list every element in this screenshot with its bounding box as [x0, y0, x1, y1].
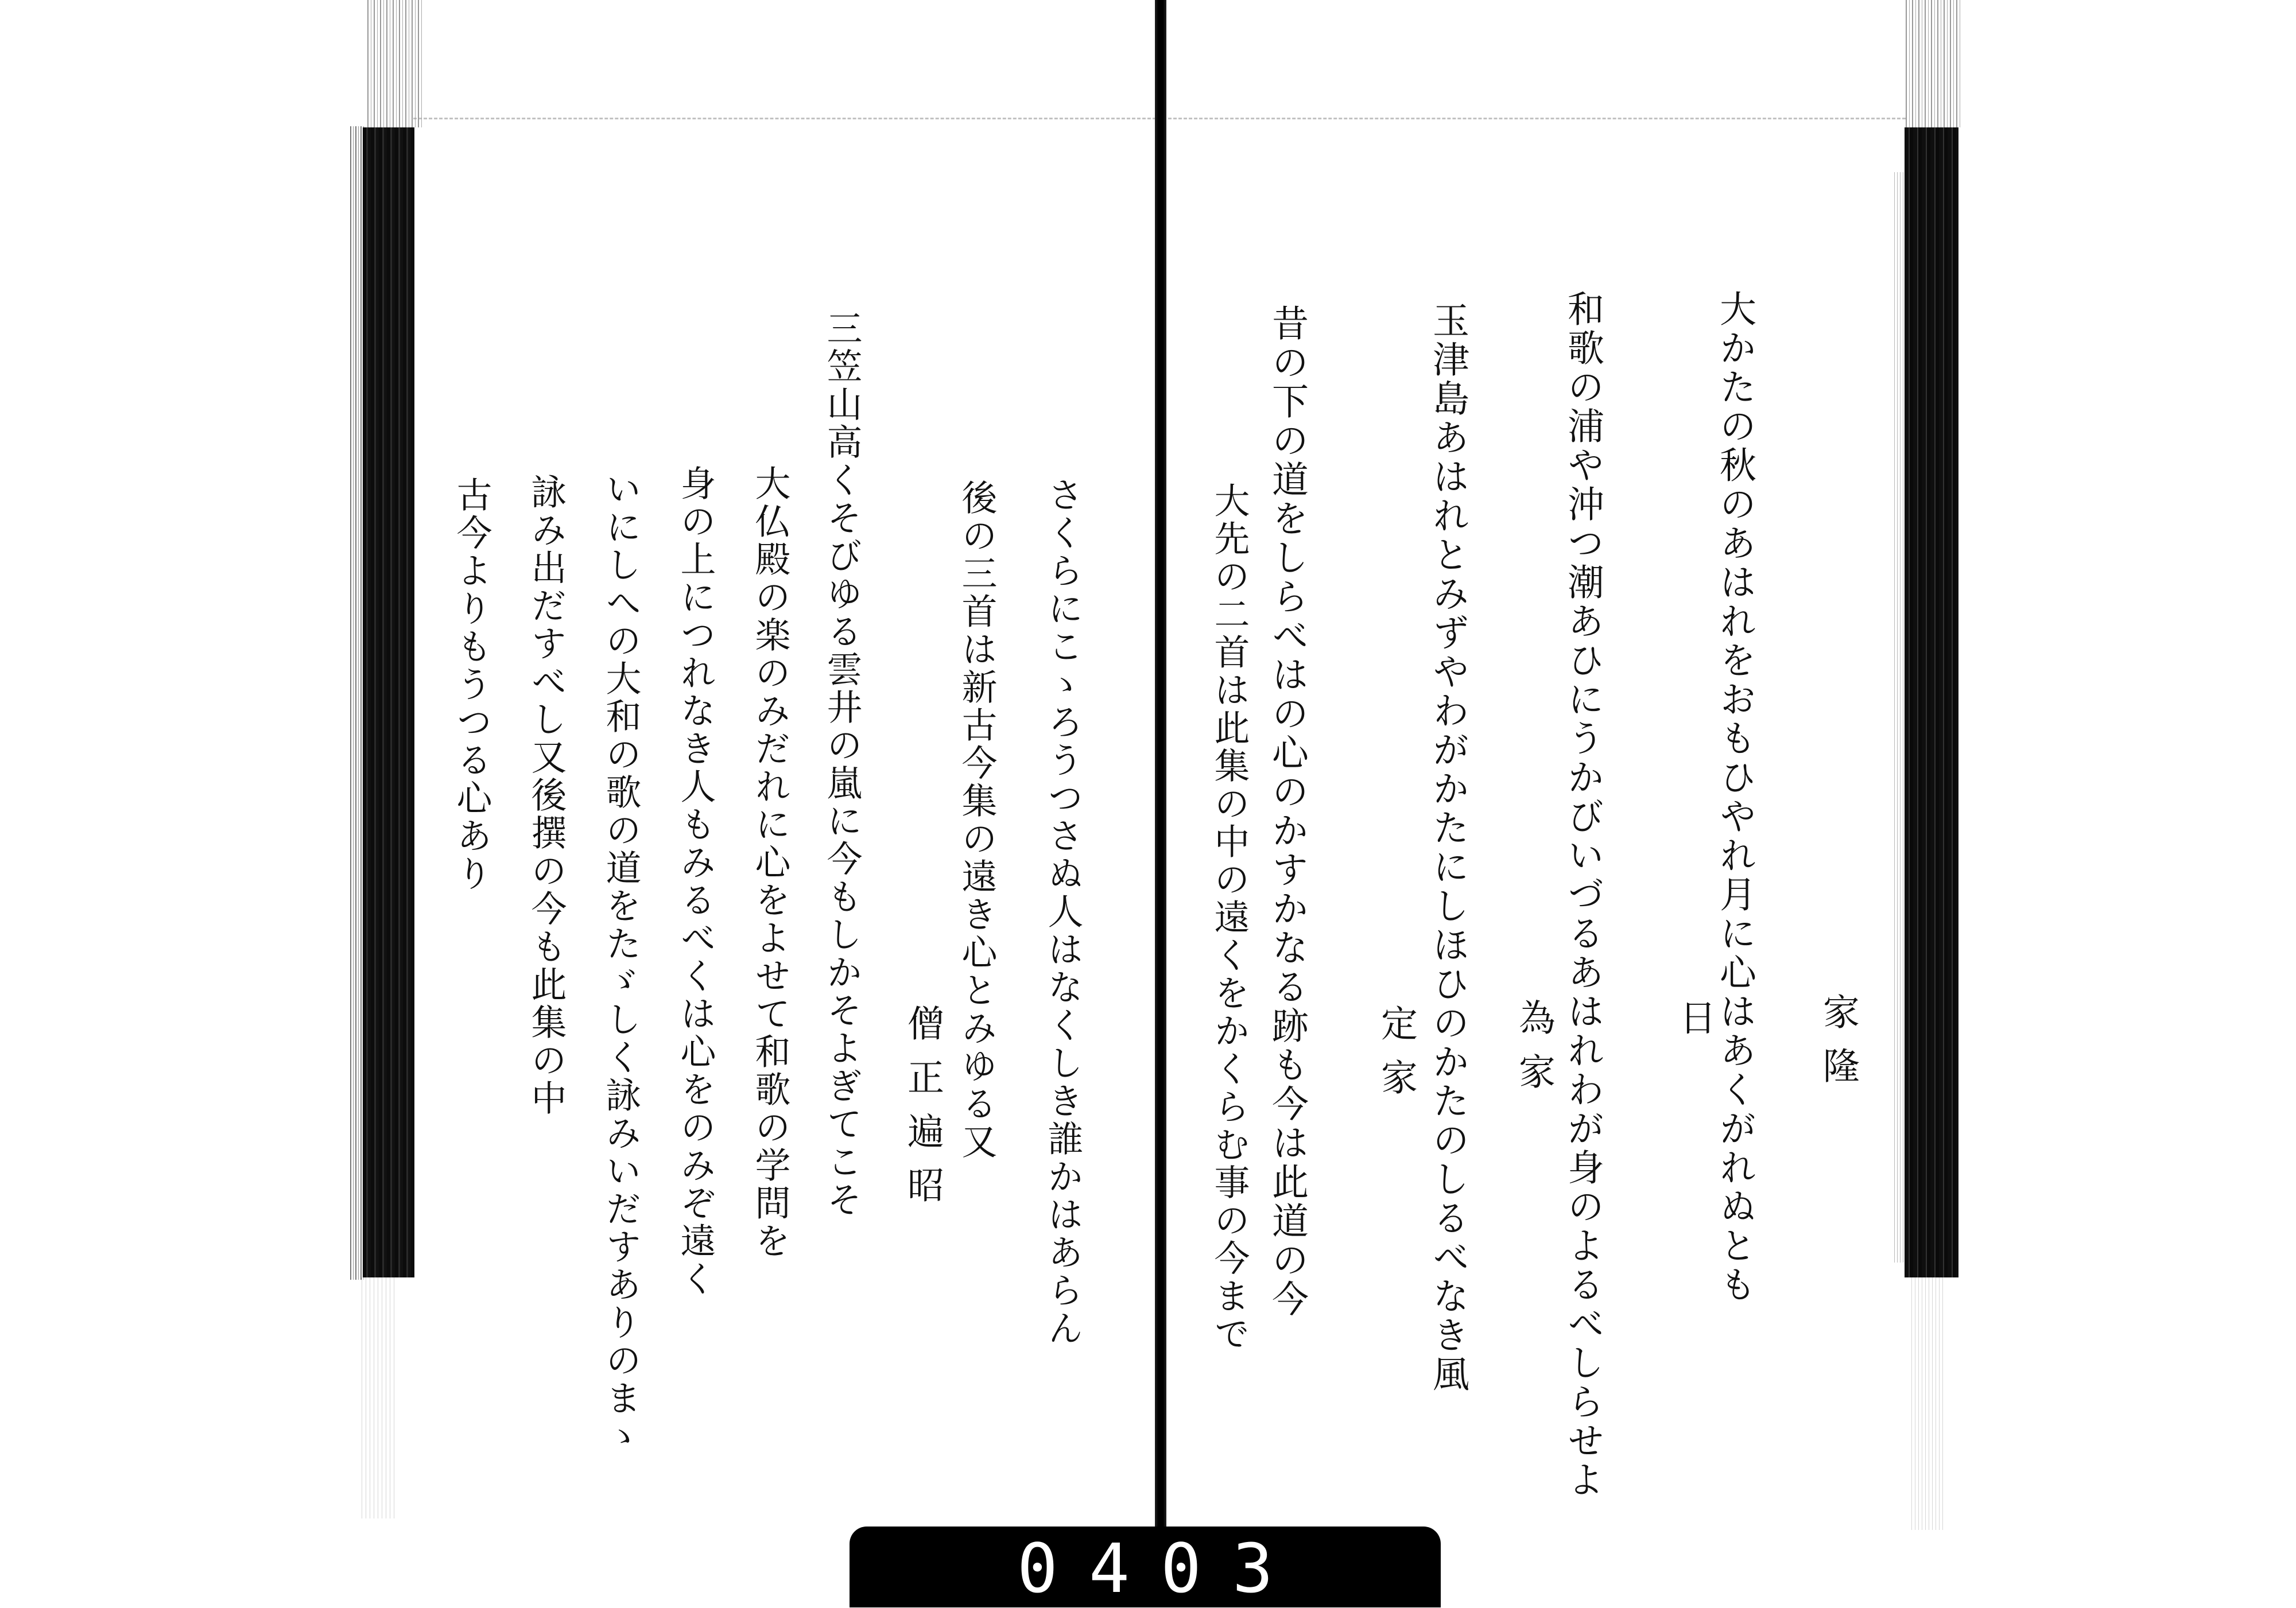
left-edge-shade — [350, 126, 364, 1280]
heading-mark: 日 — [1673, 999, 1716, 1052]
right-page-edge-top — [1906, 0, 1960, 127]
commentary-line: 身の上につれなき人もみるべくは心をのみぞ遠く — [674, 465, 716, 1298]
commentary-line: さくらにこゝろうつさぬ人はなくしき誰かはあらん — [1042, 476, 1084, 1347]
poet-name: 為家 — [1512, 999, 1555, 1106]
commentary-line: 古今よりもうつる心あり — [451, 476, 492, 893]
commentary-line: 後の三首は新古今集の遠き心とみゆる又 — [956, 479, 998, 1161]
poet-name: 定家 — [1375, 1004, 1417, 1112]
archive-number-text: 0403 — [1017, 1529, 1305, 1608]
book-spine-tail — [1159, 1263, 1163, 1549]
poet-name: 僧正遍昭 — [901, 1004, 944, 1220]
poem-line: 昔の下の道をしらべはの心のかすかなる跡も今は此道の今 — [1266, 304, 1308, 1319]
poem-line: 玉津島あはれとみずやわがかたにしほひのかたのしるべなき風 — [1426, 301, 1469, 1394]
poet-name: 家隆 — [1817, 993, 1859, 1101]
left-page-edge-bottom — [362, 1277, 396, 1518]
right-page-edge-bottom — [1911, 1277, 1946, 1530]
poem-line: 和歌の浦や沖つ潮あひにうかびいづるあはれわが身のよるべしらせよ — [1561, 290, 1604, 1500]
commentary-line: 三笠山高くそびゆる雲井の嵐に今もしかそよぎてこそ — [821, 310, 863, 1219]
commentary-line: 詠み出だすべし又後撰の今も此集の中 — [525, 473, 567, 1117]
commentary-line: 大仏殿の楽のみだれに心をよせて和歌の学問を — [749, 465, 791, 1260]
right-edge-shade — [1894, 172, 1905, 1263]
left-page-edge-top — [367, 0, 422, 127]
commentary-line: いにしへの大和の歌の道をたゞしく詠みいだすありのまゝ — [600, 471, 642, 1455]
left-page-edge — [363, 127, 414, 1277]
right-page-edge — [1905, 127, 1958, 1277]
poem-line: 大かたの秋のあはれをおもひやれ月に心はあくがれぬとも — [1713, 290, 1756, 1304]
commentary-line: 大先の二首は此集の中の遠くをかくらむ事の今まで — [1208, 482, 1250, 1353]
